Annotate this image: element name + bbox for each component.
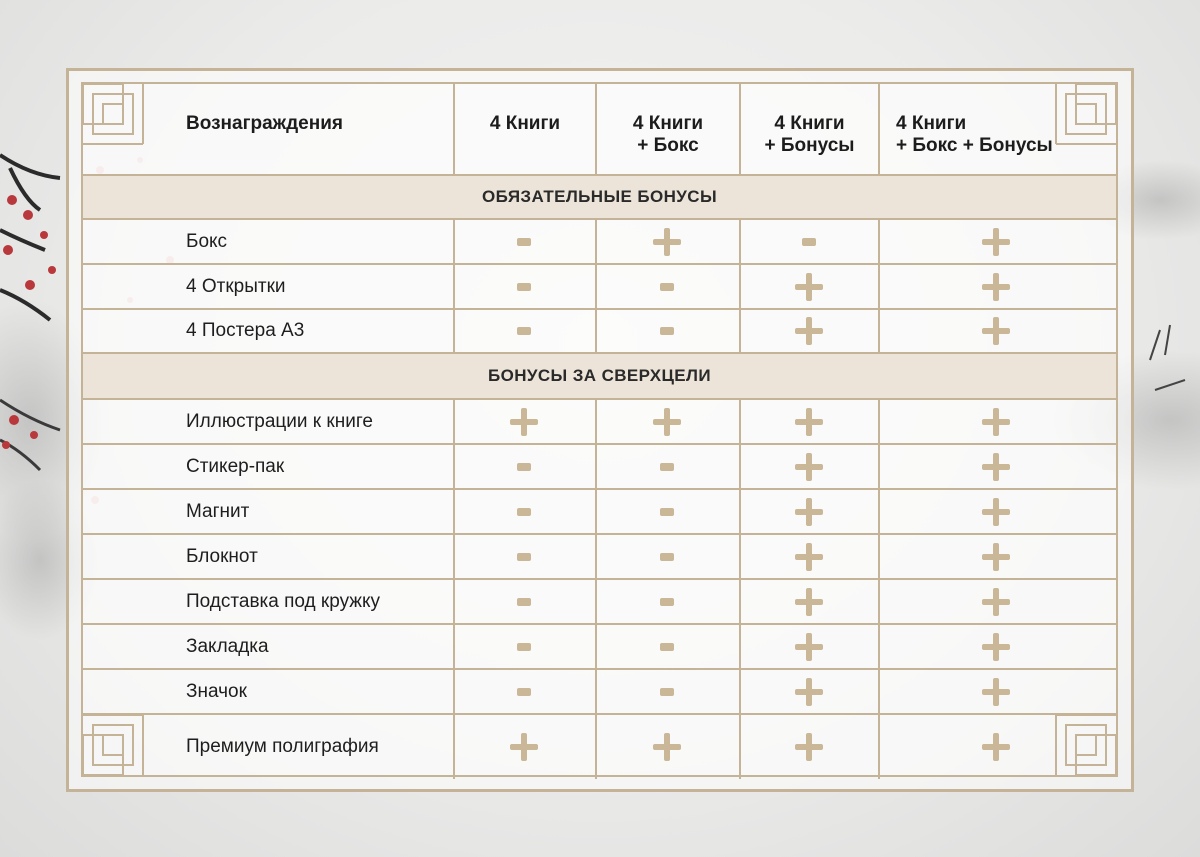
minus-icon [660,327,674,335]
minus-icon [660,463,674,471]
plus-icon [653,408,681,436]
minus-icon [660,598,674,606]
minus-icon [660,688,674,696]
plus-icon [982,273,1010,301]
row-label: Премиум полиграфия [186,736,379,757]
minus-icon [517,463,531,471]
corner-ornament-bottom-right [1042,701,1120,779]
minus-icon [517,598,531,606]
minus-icon [660,553,674,561]
plus-icon [510,408,538,436]
plus-icon [795,588,823,616]
section-mandatory-bonuses: ОБЯЗАТЕЛЬНЫЕ БОНУСЫ [83,176,1116,218]
plus-icon [510,733,538,761]
plus-icon [982,543,1010,571]
plus-icon [795,408,823,436]
minus-icon [517,327,531,335]
minus-icon [517,238,531,246]
row-label: Бокс [186,230,228,252]
row-label: Подставка под кружку [186,590,381,612]
row-label: Значок [186,680,247,702]
plus-icon [795,633,823,661]
row-label: Блокнот [186,545,258,567]
plus-icon [795,543,823,571]
row-label: Магнит [186,500,250,522]
plus-icon [982,633,1010,661]
header-col-books: 4 Книги [489,113,561,134]
header-col-books-bonuses: 4 Книги + Бонусы [764,113,855,156]
rewards-table [81,82,1118,777]
minus-icon [517,643,531,651]
minus-icon [517,688,531,696]
corner-ornament-top-right [1042,80,1120,158]
plus-icon [653,228,681,256]
plus-icon [795,498,823,526]
header-col-books-box-bonuses: 4 Книги + Бокс + Бонусы [896,113,1053,156]
plus-icon [653,733,681,761]
minus-icon [660,643,674,651]
plus-icon [982,228,1010,256]
corner-ornament-bottom-left [79,701,157,779]
plus-icon [982,733,1010,761]
header-rewards: Вознаграждения [186,113,343,134]
minus-icon [517,553,531,561]
minus-icon [802,238,816,246]
row-label: Закладка [186,635,269,657]
minus-icon [517,508,531,516]
plus-icon [982,588,1010,616]
plus-icon [982,498,1010,526]
row-label: Стикер-пак [186,455,285,477]
header-col-books-box: 4 Книги + Бокс [632,113,704,156]
minus-icon [517,283,531,291]
plus-icon [795,317,823,345]
plus-icon [795,678,823,706]
minus-icon [660,283,674,291]
minus-icon [660,508,674,516]
plus-icon [795,733,823,761]
plus-icon [795,453,823,481]
row-label: 4 Открытки [186,275,286,297]
plus-icon [982,317,1010,345]
plus-icon [982,408,1010,436]
corner-ornament-top-left [79,80,157,158]
plus-icon [982,678,1010,706]
row-label: Иллюстрации к книге [186,410,373,432]
plus-icon [982,453,1010,481]
row-label: 4 Постера А3 [186,320,305,341]
section-stretch-goal-bonuses: БОНУСЫ ЗА СВЕРХЦЕЛИ [83,354,1116,398]
plus-icon [795,273,823,301]
